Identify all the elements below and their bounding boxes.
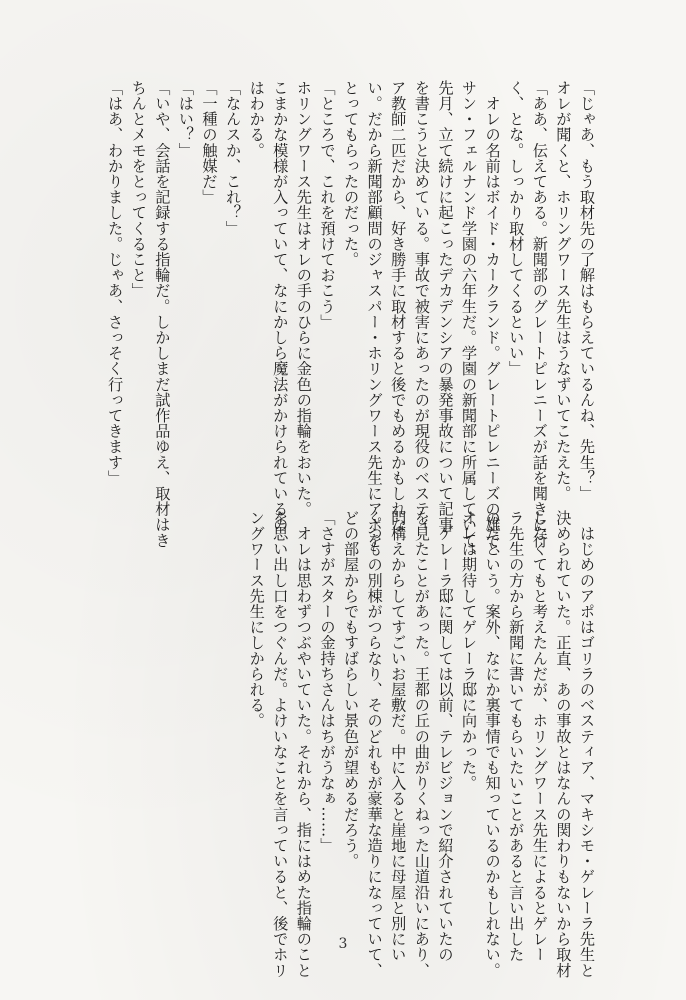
text-line: とってもらったのだった。 xyxy=(342,80,361,268)
text-line: サン・フェルナンド学園の六年生だ。学園の新聞部に所属していて、 xyxy=(460,80,479,564)
text-line: はじめのアポはゴリラのベスティア、マキシモ・ゲレーラ先生と xyxy=(578,510,596,978)
text-column-bottom xyxy=(244,510,598,978)
text-line: 先月、立て続けに起こったデカデンシアの暴発事故について記事 xyxy=(436,80,455,533)
text-line: 「いや、会話を記録する指輪だ。しかしまだ試作品ゆえ、取材はき xyxy=(153,80,172,548)
text-line: オレは思わずつぶやいていた。それから、指にはめた指輪のこと xyxy=(294,510,313,978)
text-line: 「ああ、伝えてある。新聞部のグレートピレニーズが話を聞きに行 xyxy=(530,80,549,548)
page-number: 3 xyxy=(338,936,348,952)
text-line: く、とな。しっかり取材してくるといい」 xyxy=(507,80,526,377)
text-line: 「ところで、これを預けておこう」 xyxy=(318,80,337,330)
text-line: どの部屋からでもすばらしい景色が望めるだろう。 xyxy=(342,510,361,869)
text-line: ちんとメモをとってくること」 xyxy=(129,80,148,299)
text-line: ングワース先生にしかられる。 xyxy=(247,510,266,729)
text-line: オレは期待してゲレーラ邸に向かった。 xyxy=(460,510,479,791)
text-line: を見たことがあった。王都の丘の曲がりくねった山道沿いにあり、 xyxy=(412,510,431,978)
text-line: を書こうと決めている。事故で被害にあったのが現役のベスティ xyxy=(412,80,431,533)
text-line: 「なんスか、これ？」 xyxy=(224,80,243,236)
text-line: を思い出し口をつぐんだ。よけいなことを言っていると、後でホリ xyxy=(271,510,290,978)
text-line: ラ先生の方から新聞に書いてもらいたいことがあると言い出した xyxy=(507,510,526,963)
text-line: オレの名前はボイド・カークランド。グレートピレニーズの雄で、 xyxy=(483,80,502,564)
text-line: くつもの別棟がつらなり、そのどれもが豪華な造りになっていて、 xyxy=(365,510,384,978)
text-line: ホリングワース先生はオレの手のひらに金色の指輪をおいた。 xyxy=(294,80,313,517)
text-line: オレが聞くと、ホリングワース先生はうなずいてこたえた。 xyxy=(554,80,573,502)
text-line: 決められていた。正直、あの事故とはなんの関わりもないから取材 xyxy=(554,510,573,978)
text-column-top xyxy=(103,80,598,564)
text-line: い。だから新聞部顧問のジャスパー・ホリングワース先生にアポを xyxy=(365,80,384,548)
text-line: 門構えからしてすごいお屋敷だ。中に入ると崖地に母屋と別にい xyxy=(389,510,408,963)
text-line: 「はい？」 xyxy=(176,80,195,158)
text-line: こまかな模様が入っていて、なにかしら魔法がかけられているの xyxy=(271,80,290,533)
text-line: しなくてもと考えたんだが、ホリングワース先生によるとゲレー xyxy=(530,510,549,963)
text-line: 「はあ、わかりました。じゃあ、さっそく行ってきます」 xyxy=(106,80,125,486)
text-line: 「じゃあ、もう取材先の了解はもらえているんね、先生？」 xyxy=(578,80,596,502)
text-line: 「一種の触媒だ」 xyxy=(200,80,219,205)
text-line: ア教師二匹だから、好き勝手に取材すると後でもめるかもしれな xyxy=(389,80,408,533)
text-line: 「さすがスターの金持ちさんはちがうなぁ……」 xyxy=(318,510,337,854)
text-line: はわかる。 xyxy=(247,80,266,158)
text-line: のだという。案外、なにか裏事情でも知っているのかもしれない。 xyxy=(483,510,502,978)
text-line: ゲレーラ邸に関しては以前、テレビジョンで紹介されていたの xyxy=(436,510,455,963)
